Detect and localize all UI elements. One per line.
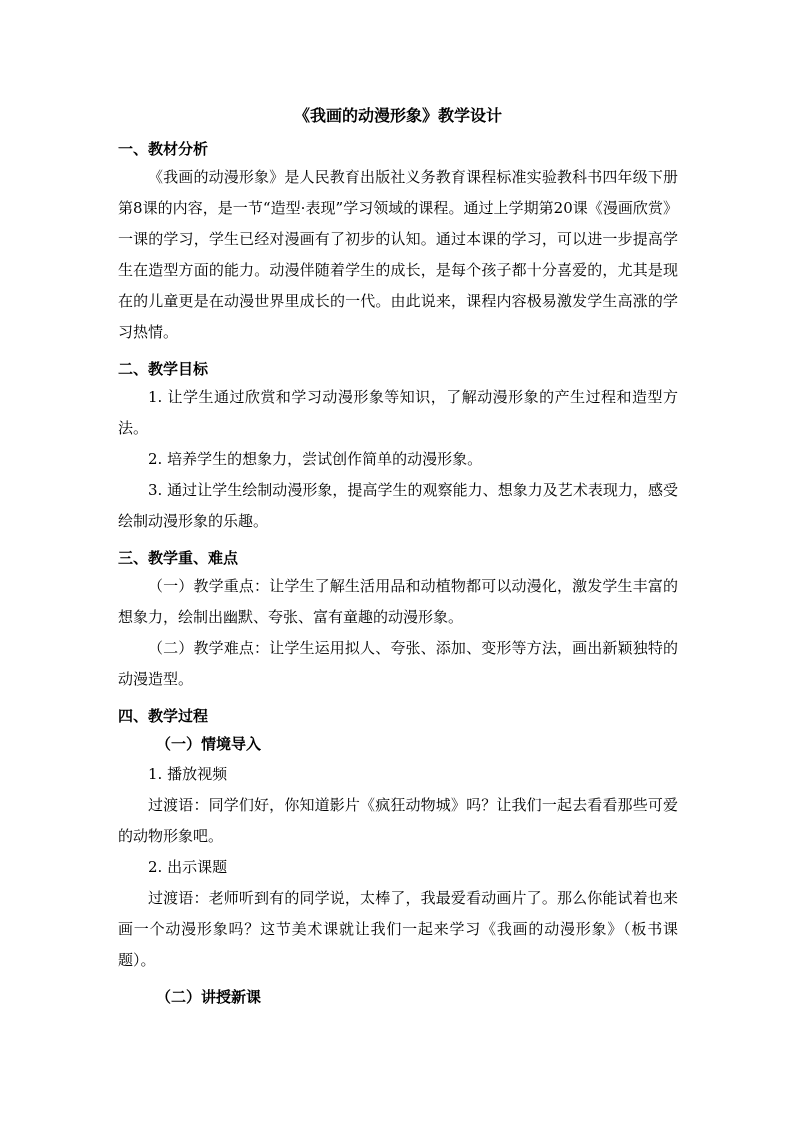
intro-text-1: 过渡语：同学们好，你知道影片《疯狂动物城》吗？让我们一起去看看那些可爱的动物形象吧。 [118, 796, 678, 845]
section-heading-key-points: 三、教学重、难点 [118, 549, 239, 567]
intro-step-1: 1. 播放视频 [148, 765, 228, 783]
section-heading-analysis: 一、教材分析 [118, 140, 209, 158]
objective-item-2: 2. 培养学生的想象力，尝试创作简单的动漫形象。 [148, 450, 483, 468]
analysis-paragraph: 《我画的动漫形象》是人民教育出版社义务教育课程标准实验教科书四年级下册第8课的内容，是一节“造型·表现”学习领域的课程。通过上学期第20课《漫画欣赏》一课的学习，学生已经对漫画有了初步的认知。通过本课的学习，可以进一步提高学生在造型方面的能力。动漫伴随着学生的成长，是每个孩子都十分喜爱的，尤其是现在的儿童更是在动漫世界里成长的一代。由此说来，课程内容极易激发学生高涨的学习热情。 [118, 168, 678, 341]
objective-item-3: 3. 通过让学生绘制动漫形象，提高学生的观察能力、想象力及艺术表现力，感受绘制动漫形象的乐趣。 [118, 481, 678, 530]
objective-item-1: 1. 让学生通过欣赏和学习动漫形象等知识，了解动漫形象的产生过程和造型方法。 [118, 388, 678, 437]
section-heading-process: 四、教学过程 [118, 707, 209, 725]
subsection-heading-new-lesson: （二）讲授新课 [156, 988, 262, 1006]
section-heading-objectives: 二、教学目标 [118, 360, 209, 378]
key-point-item-2: （二）教学难点：让学生运用拟人、夸张、添加、变形等方法，画出新颖独特的动漫造型。 [118, 639, 678, 688]
key-point-item-1: （一）教学重点：让学生了解生活用品和动植物都可以动漫化，激发学生丰富的想象力，绘制出幽默、夸张、富有童趣的动漫形象。 [118, 577, 678, 626]
document-page [118, 100, 678, 1012]
subsection-heading-intro: （一）情境导入 [156, 735, 262, 753]
intro-step-2: 2. 出示课题 [148, 858, 228, 876]
document-title: 《我画的动漫形象》教学设计 [293, 106, 502, 125]
intro-text-2: 过渡语：老师听到有的同学说，太棒了，我最爱看动画片了。那么你能试着也来画一个动漫形象吗？这节美术课就让我们一起来学习《我画的动漫形象》（板书课题）。 [118, 889, 678, 969]
